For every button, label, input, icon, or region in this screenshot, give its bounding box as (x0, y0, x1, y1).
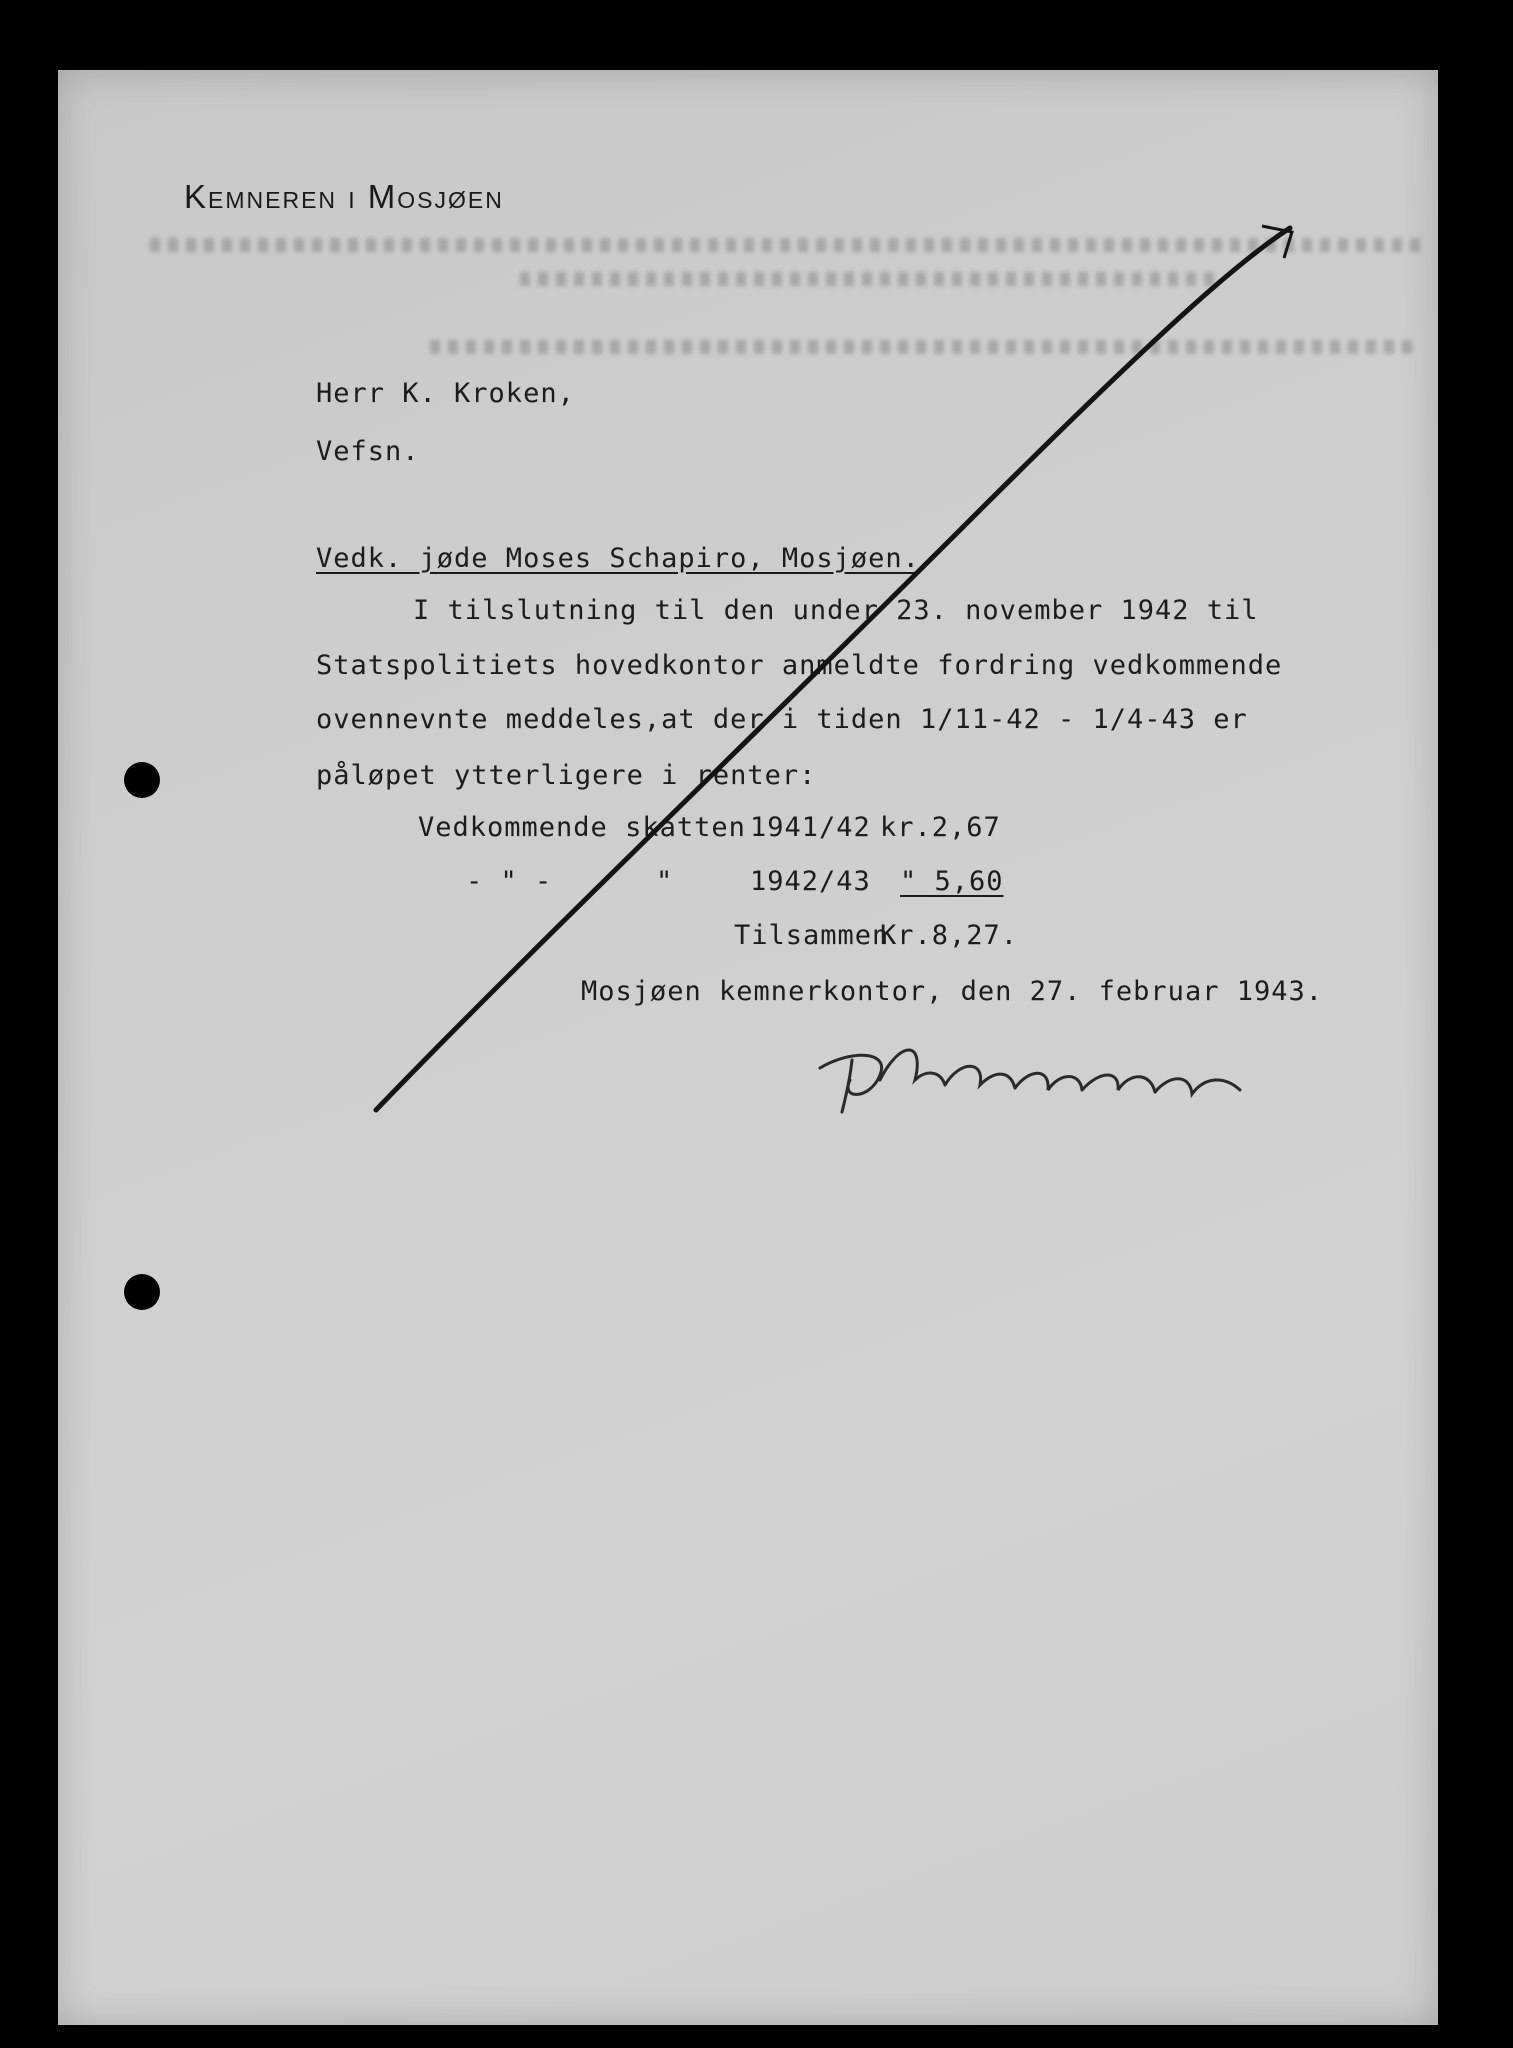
letterhead: Kemneren i Mosjøen (184, 178, 504, 215)
cancellation-stroke (376, 228, 1290, 1110)
tax-row-1-amount: kr.2,67 (880, 812, 1001, 843)
tax-row-1-label: Vedkommende skatten (418, 812, 746, 843)
body-line-1: I tilslutning til den under 23. november 1942 til (413, 595, 1259, 626)
total-amount: Kr.8,27. (880, 920, 1019, 951)
body-line-3: ovennevnte meddeles,at der i tiden 1/11-42 - 1/4-43 er (316, 704, 1248, 735)
tax-row-2-label: - " - (466, 866, 553, 897)
recipient-name: Herr K. Kroken, (316, 378, 575, 409)
closing-line: Mosjøen kemnerkontor, den 27. februar 1943. (581, 976, 1323, 1007)
tax-row-2-amount: " 5,60 (900, 866, 1004, 897)
body-line-2: Statspolitiets hovedkontor anmeldte fordring vedkommende (316, 650, 1283, 681)
tax-row-2-year: 1942/43 (750, 866, 871, 897)
recipient-place: Vefsn. (316, 436, 420, 467)
body-line-4: påløpet ytterligere i renter: (316, 760, 817, 791)
tax-row-2-ditto: " (656, 866, 674, 897)
total-label: Tilsammen (734, 920, 890, 951)
signature (820, 1050, 1240, 1112)
tax-row-1-year: 1941/42 (750, 812, 871, 843)
subject-line: Vedk. jøde Moses Schapiro, Mosjøen. (316, 543, 920, 574)
